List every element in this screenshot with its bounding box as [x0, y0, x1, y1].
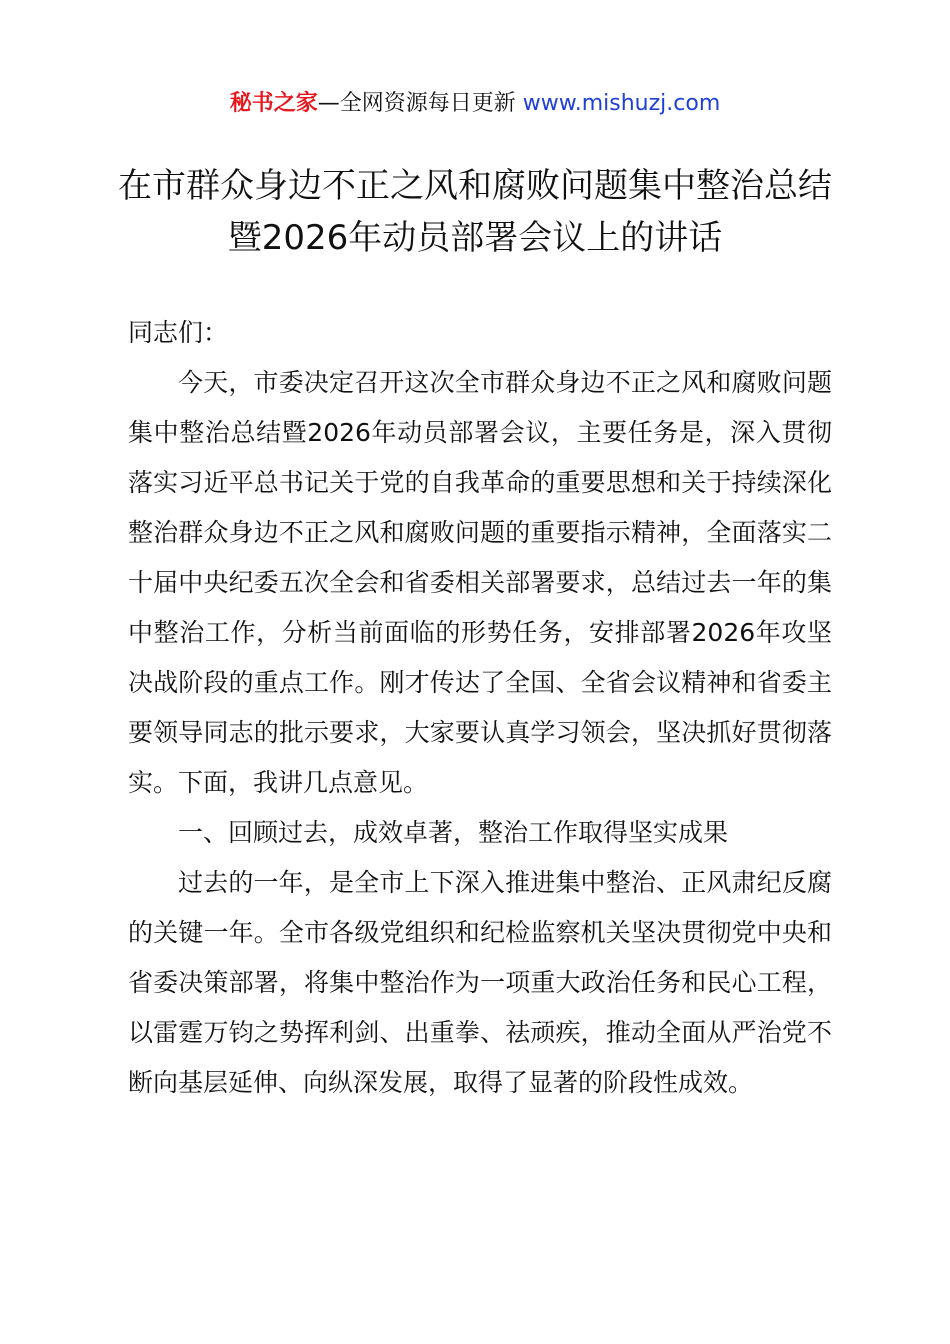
page-header — [0, 86, 950, 122]
paragraph-intro: 今天，市委决定召开这次全市群众身边不正之风和腐败问题集中整治总结暨2026年动员部署会议，主要任务是，深入贯彻落实习近平总书记关于党的自我革命的重要思想和关于持续深化整治群众身边不正之风和腐败问题的重要指示精神，全面落实二十届中央纪委五次全会和省委相关部署要求，总结过去一年的集中整治工作，分析当前面临的形势任务，安排部署2026年攻坚决战阶段的重点工作。刚才传达了全国、全省会议精神和省委主要领导同志的批示要求，大家要认真学习领会，坚决抓好贯彻落实。下面，我讲几点意见。 — [128, 368, 832, 797]
header-tagline: —全网资源每日更新 — [317, 91, 523, 116]
brand-name: 秘书之家 — [229, 91, 318, 116]
site-link[interactable]: www.mishuzj.com — [522, 91, 721, 116]
document-title: 在市群众身边不正之风和腐败问题集中整治总结暨2026年动员部署会议上的讲话 — [118, 166, 832, 258]
paragraph-review: 过去的一年，是全市上下深入推进集中整治、正风肃纪反腐的关键一年。全市各级党组织和纪检监察机关坚决贯彻党中央和省委决策部署，将集中整治作为一项重大政治任务和民心工程，以雷霆万钧之势挥利剑、出重拳、祛顽疾，推动全面从严治党不断向基层延伸、向纵深发展，取得了显著的阶段性成效。 — [128, 868, 832, 1097]
document-body — [128, 308, 832, 1108]
section-heading: 一、回顾过去，成效卓著，整治工作取得坚实成果 — [178, 818, 729, 847]
salutation: 同志们： — [128, 318, 229, 347]
